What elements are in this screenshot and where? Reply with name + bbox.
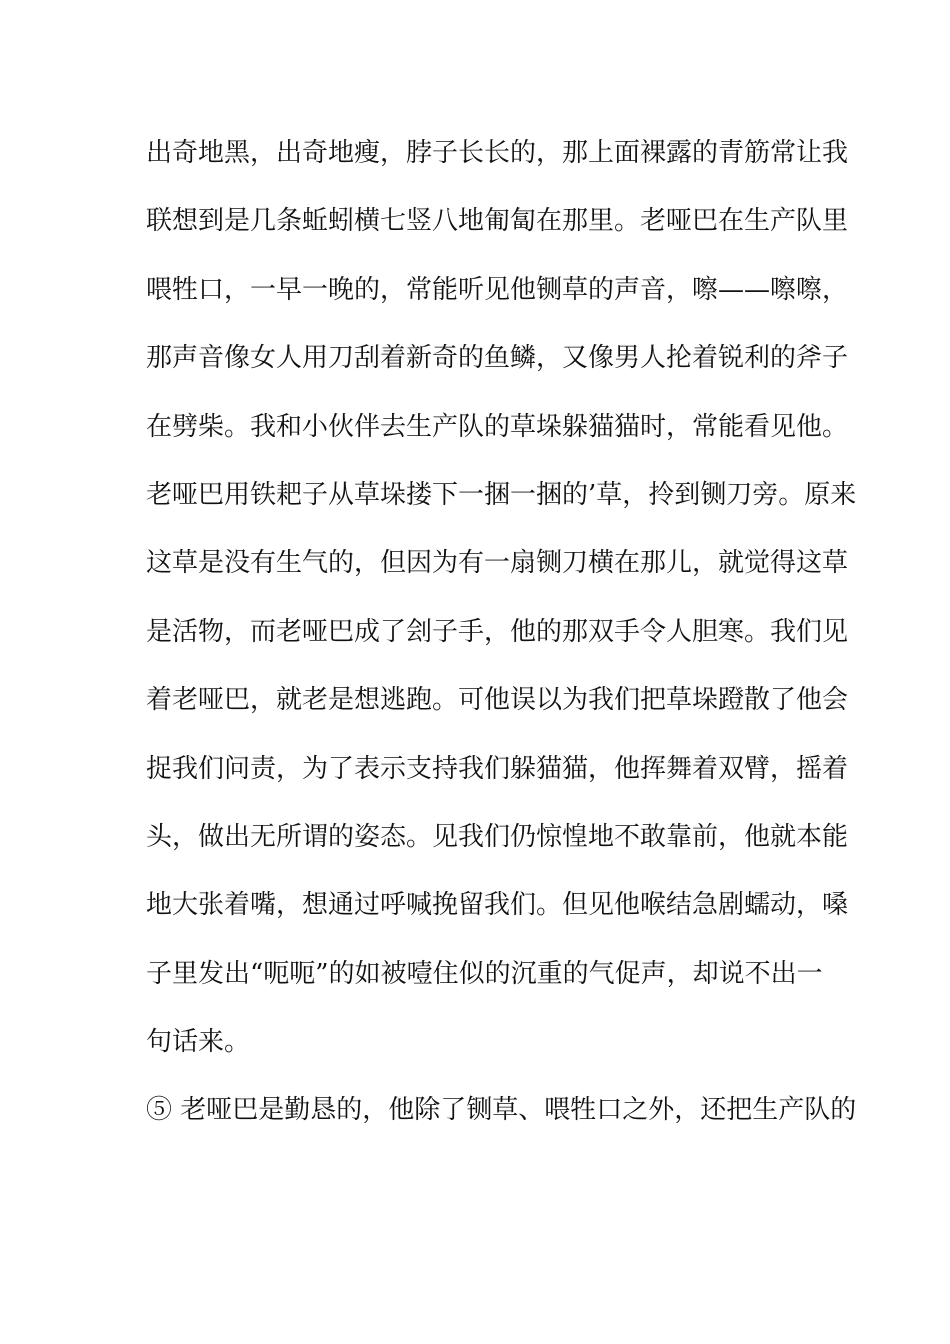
text-line-15: ⑤ 老哑巴是勤恳的，他除了铡草、喂牲口之外，还把生产队的 xyxy=(146,1095,857,1126)
text-line-8: 是活物，而老哑巴成了刽子手，他的那双手令人胆寒。我们见 xyxy=(146,616,849,647)
text-line-2: 联想到是几条蚯蚓横七竖八地匍匐在那里。老哑巴在生产队里 xyxy=(146,206,849,237)
text-line-10: 捉我们问责，为了表示支持我们躲猫猫，他挥舞着双臂，摇着 xyxy=(146,753,849,784)
text-line-14: 句话来。 xyxy=(146,1027,251,1058)
text-line-13: 子里发出“呃呃”的如被噎住似的沉重的气促声，却说不出一 xyxy=(146,958,823,989)
text-line-12: 地大张着嘴，想通过呼喊挽留我们。但见他喉结急剧蠕动，嗓 xyxy=(146,890,849,921)
text-line-9: 着老哑巴，就老是想逃跑。可他误以为我们把草垛蹬散了他会 xyxy=(146,685,849,716)
body-text xyxy=(146,133,857,1159)
text-line-7: 这草是没有生气的，但因为有一扇铡刀横在那儿，就觉得这草 xyxy=(146,548,849,579)
text-line-11: 头，做出无所谓的姿态。见我们仍惊惶地不敢靠前，他就本能 xyxy=(146,821,849,852)
text-line-5: 在劈柴。我和小伙伴去生产队的草垛躲猫猫时，常能看见他。 xyxy=(146,411,849,442)
text-line-3: 喂牲口，一早一晚的，常能听见他铡草的声音，嚓——嚓嚓， xyxy=(146,274,849,305)
text-line-4: 那声音像女人用刀刮着新奇的鱼鳞，又像男人抡着锐利的斧子 xyxy=(146,343,849,374)
text-line-1: 出奇地黑，出奇地瘦，脖子长长的，那上面裸露的青筋常让我 xyxy=(146,138,849,168)
text-line-6: 老哑巴用铁耙子从草垛搂下一捆一捆的’草，拎到铡刀旁。原来 xyxy=(146,479,857,510)
